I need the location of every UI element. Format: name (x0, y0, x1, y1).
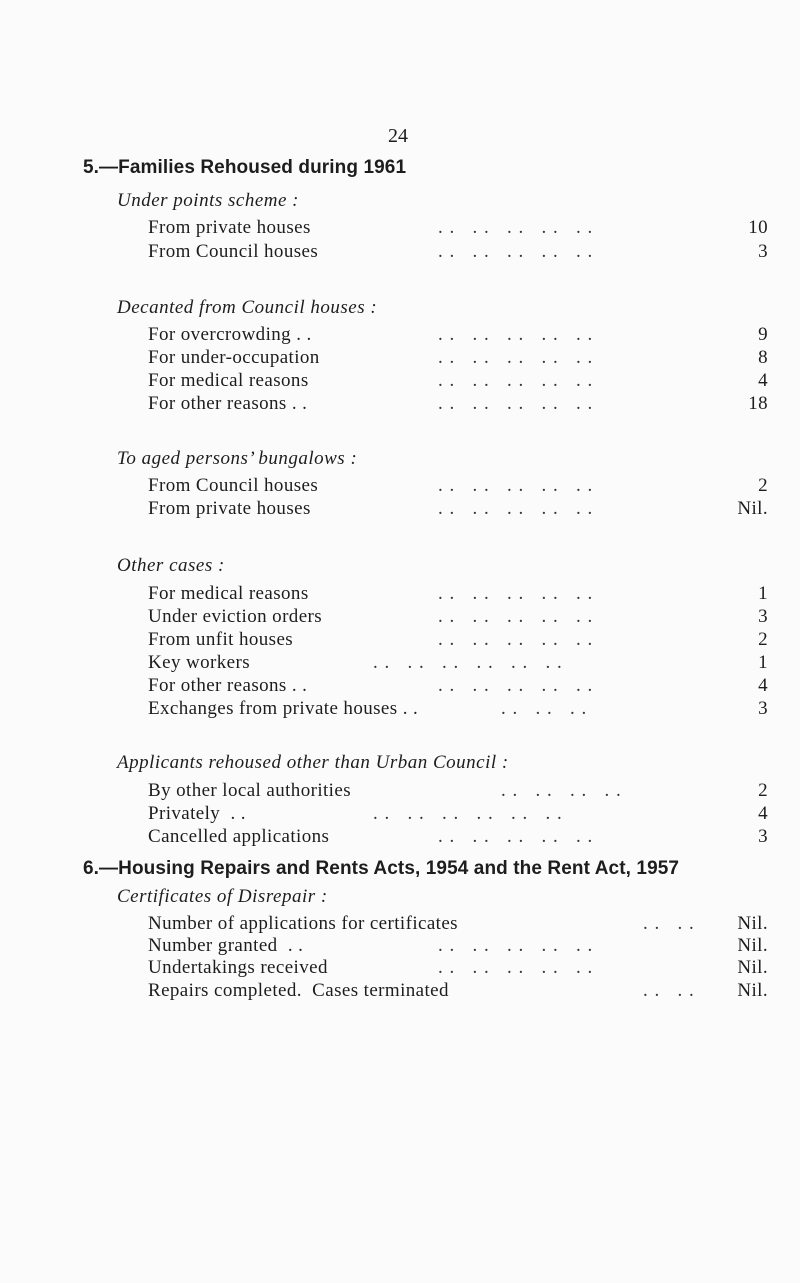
section-heading: 6.—Housing Repairs and Rents Acts, 1954 and the Rent Act, 1957 (83, 858, 680, 879)
row-value: 1 (758, 652, 768, 673)
row-value: Nil. (737, 498, 768, 519)
row-value: 2 (758, 475, 768, 496)
row-value: 2 (758, 780, 768, 801)
table-row (148, 780, 768, 804)
row-label: Number granted . . (148, 935, 304, 956)
row-value: Nil. (737, 980, 768, 1001)
table-row (148, 803, 768, 827)
leader-dots: . . . . . . . . . . (438, 393, 594, 414)
row-label: By other local authorities (148, 780, 351, 801)
leader-dots: . . . . . . . . . . (438, 217, 594, 238)
page-number: 24 (388, 125, 408, 147)
leader-dots: . . . . . . . . . . (438, 957, 594, 978)
row-label: For other reasons . . (148, 675, 308, 696)
group-subheading: Certificates of Disrepair : (117, 886, 328, 907)
row-value: 3 (758, 826, 768, 847)
row-label: Cancelled applications (148, 826, 330, 847)
row-label: Privately . . (148, 803, 246, 824)
row-value: 2 (758, 629, 768, 650)
row-label: For medical reasons (148, 583, 309, 604)
row-value: 4 (758, 370, 768, 391)
table-row (148, 475, 768, 499)
row-value: 9 (758, 324, 768, 345)
row-value: 10 (748, 217, 768, 238)
table-row (148, 324, 768, 348)
row-value: 18 (748, 393, 768, 414)
leader-dots: . . . . . . . . . . (438, 241, 594, 262)
table-row (148, 606, 768, 630)
leader-dots: . . . . . . . . . . (438, 629, 594, 650)
table-row (148, 370, 768, 394)
table-row (148, 347, 768, 371)
row-value: 1 (758, 583, 768, 604)
row-label: Under eviction orders (148, 606, 323, 627)
section-heading: 5.—Families Rehoused during 1961 (83, 157, 407, 178)
table-row (148, 913, 768, 937)
row-label: From Council houses (148, 241, 319, 262)
row-value: Nil. (737, 957, 768, 978)
table-row (148, 826, 768, 850)
table-row (148, 629, 768, 653)
table-row (148, 241, 768, 265)
table-row (148, 675, 768, 699)
row-label: Undertakings received (148, 957, 328, 978)
table-row (148, 393, 768, 417)
row-value: 8 (758, 347, 768, 368)
leader-dots: . . . . . . . . . . (438, 675, 594, 696)
table-row (148, 935, 768, 959)
leader-dots: . . . . . . (501, 698, 588, 719)
leader-dots: . . . . . . . . . . (438, 583, 594, 604)
row-label: From private houses (148, 217, 311, 238)
leader-dots: . . . . . . . . . . (438, 475, 594, 496)
table-row (148, 957, 768, 981)
group-subheading: Applicants rehoused other than Urban Council : (117, 752, 509, 773)
leader-dots: . . . . . . . . (501, 780, 622, 801)
row-label: Key workers (148, 652, 251, 673)
leader-dots: . . . . . . . . . . (438, 826, 594, 847)
row-label: For other reasons . . (148, 393, 308, 414)
group-subheading: Decanted from Council houses : (117, 297, 378, 318)
table-row (148, 498, 768, 522)
leader-dots: . . . . . . . . . . (438, 324, 594, 345)
row-label: For medical reasons (148, 370, 309, 391)
row-label: Number of applications for certificates (148, 913, 458, 934)
table-row (148, 217, 768, 241)
table-row (148, 583, 768, 607)
row-value: 3 (758, 241, 768, 262)
row-value: 3 (758, 698, 768, 719)
leader-dots: . . . . . . . . . . (438, 370, 594, 391)
row-label: From unfit houses (148, 629, 294, 650)
row-label: For overcrowding . . (148, 324, 312, 345)
row-value: Nil. (737, 935, 768, 956)
leader-dots: . . . . . . . . . . (438, 498, 594, 519)
leader-dots: . . . . . . . . . . (438, 935, 594, 956)
row-label: From private houses (148, 498, 311, 519)
row-value: 3 (758, 606, 768, 627)
group-subheading: Under points scheme : (117, 190, 299, 211)
leader-dots: . . . . (643, 980, 695, 1001)
row-label: From Council houses (148, 475, 319, 496)
leader-dots: . . . . (643, 913, 695, 934)
row-value: 4 (758, 675, 768, 696)
row-label: For under-occupation (148, 347, 320, 368)
row-label: Exchanges from private houses . . (148, 698, 419, 719)
leader-dots: . . . . . . . . . . . . (373, 803, 563, 824)
leader-dots: . . . . . . . . . . (438, 606, 594, 627)
table-row (148, 652, 768, 676)
leader-dots: . . . . . . . . . . (438, 347, 594, 368)
group-subheading: To aged persons’ bungalows : (117, 448, 358, 469)
group-subheading: Other cases : (117, 555, 225, 576)
row-value: 4 (758, 803, 768, 824)
row-label: Repairs completed. Cases terminated (148, 980, 449, 1001)
row-value: Nil. (737, 913, 768, 934)
table-row (148, 980, 768, 1004)
leader-dots: . . . . . . . . . . . . (373, 652, 563, 673)
table-row (148, 698, 768, 722)
